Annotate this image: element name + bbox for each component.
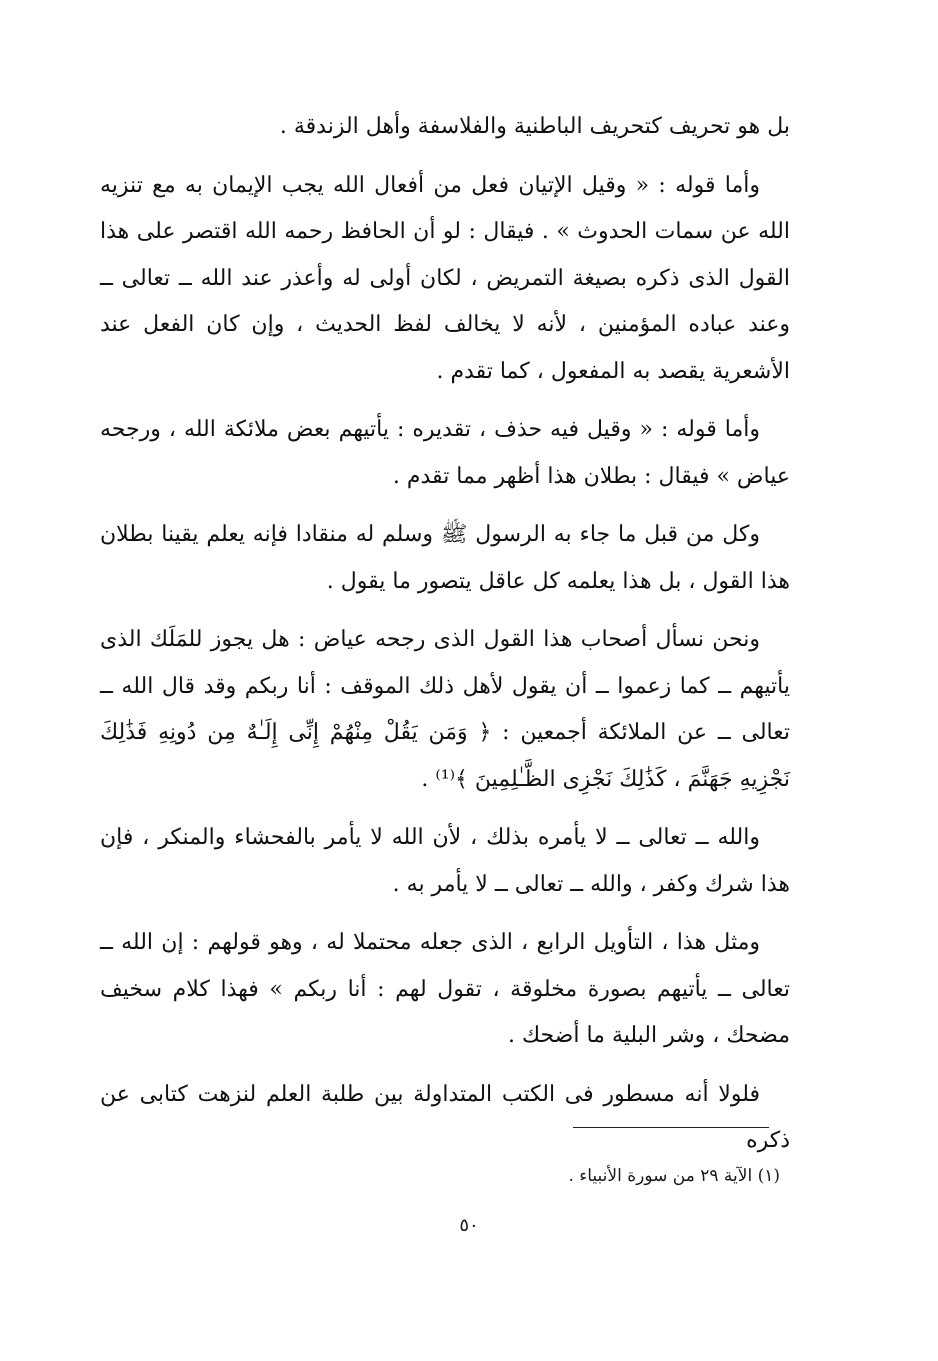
page-number: ٥٠: [459, 1215, 479, 1236]
paragraph-8: فلولا أنه مسطور فى الكتب المتداولة بين طلبة العلم لنزهت كتابى عن ذكره: [100, 1081, 790, 1153]
footnote-divider: [573, 1127, 769, 1128]
paragraph-7: ومثل هذا ، التأويل الرابع ، الذى جعله محتملا له ، وهو قولهم : إن الله ــ تعالى ــ يأتيهم بصورة مخلوقة ، تقول لهم : أنا ربكم » فهذا كلام سخيف مضحك ، وشر البلية ما أضحك .: [100, 930, 790, 1048]
paragraph-2: وأما قوله : « وقيل الإتيان فعل من أفعال الله يجب الإيمان به مع تنزيه الله عن سمات الحدوث » . فيقال : لو أن الحافظ رحمه الله اقتصر على هذا القول الذى ذكره بصيغة التمريض ، لكان أولى له وأعذر عند الله ــ تعالى ــ وعند عباده المؤمنين ، لأنه لا يخالف لفظ الحديث ، وإن كان الفعل عند الأشعرية يقصد به المفعول ، كما تقدم .: [100, 172, 790, 384]
paragraph-5: ونحن نسأل أصحاب هذا القول الذى رجحه عياض : هل يجوز للمَلَك الذى يأتيهم ــ كما زعموا ــ أن يقول لأهل ذلك الموقف : أنا ربكم وقد قال الله ــ تعالى ــ عن الملائكة أجمعين : ﴿ وَمَن يَقُلْ مِنْهُمْ إِنِّى إِلَـٰهٌ مِن دُونِهِ فَذَٰلِكَ نَجْزِيهِ جَهَنَّمَ ، كَذَٰلِكَ نَجْزِى الظَّـٰلِمِينَ ﴾⁽¹⁾ .: [100, 627, 790, 792]
paragraph-4: وكل من قبل ما جاء به الرسول ﷺ وسلم له منقادا فإنه يعلم يقينا بطلان هذا القول ، بل هذا يعلمه كل عاقل يتصور ما يقول .: [100, 522, 790, 594]
paragraph-3: وأما قوله : « وقيل فيه حذف ، تقديره : يأتيهم بعض ملائكة الله ، ورجحه عياض » فيقال : بطلان هذا أظهر مما تقدم .: [100, 417, 790, 489]
body-text: [100, 104, 790, 1177]
footnote: (١) الآية ٢٩ من سورة الأنبياء .: [568, 1166, 780, 1186]
paragraph-6: والله ــ تعالى ــ لا يأمره بذلك ، لأن الله لا يأمر بالفحشاء والمنكر ، فإن هذا شرك وكفر ، والله ــ تعالى ــ لا يأمر به .: [100, 825, 790, 897]
paragraph-1: بل هو تحريف كتحريف الباطنية والفلاسفة وأهل الزندقة .: [279, 114, 790, 139]
